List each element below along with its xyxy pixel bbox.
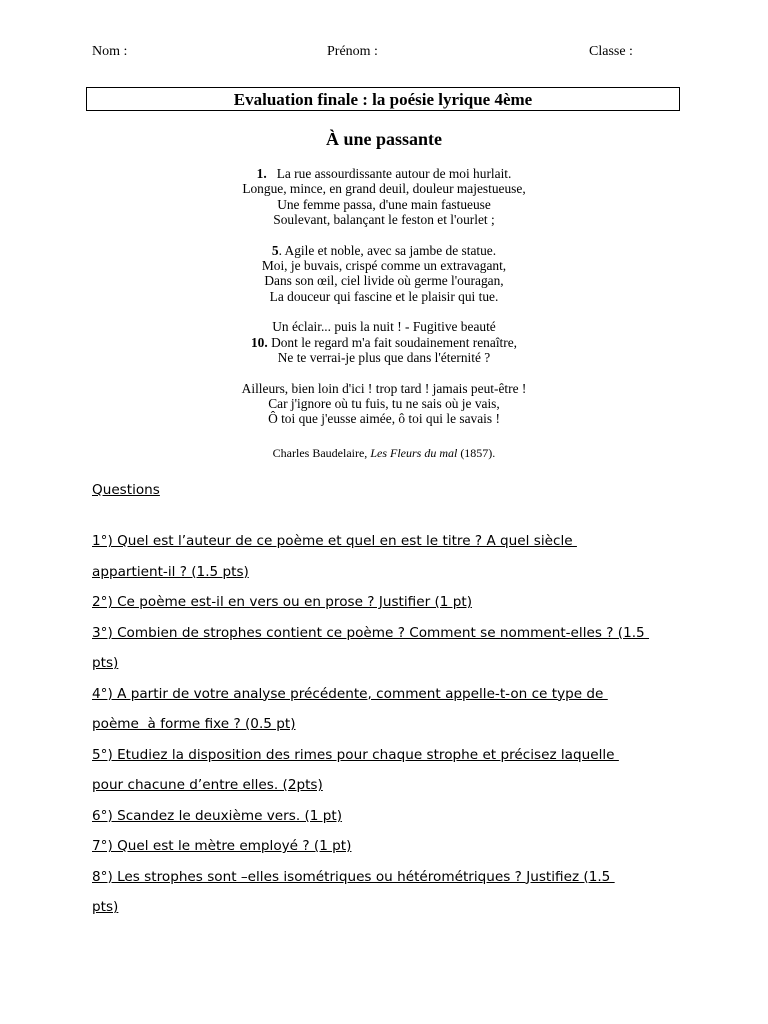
verse-text: Ailleurs, bien loin d'ici ! trop tard ! jamais peut-être !	[241, 380, 527, 396]
poem-verse	[0, 166, 768, 181]
question-line: 2°) Ce poème est-il en vers ou en prose ? Justifier (1 pt)	[92, 594, 473, 610]
poem-stanza	[0, 243, 768, 304]
question-line: poème à forme fixe ? (0.5 pt)	[92, 716, 296, 732]
poem-verse	[0, 273, 768, 288]
poem-verse	[0, 289, 768, 304]
question-line: 7°) Quel est le mètre employé ? (1 pt)	[92, 838, 352, 854]
poem-verse	[0, 319, 768, 334]
question-line: 6°) Scandez le deuxième vers. (1 pt)	[92, 807, 343, 824]
poem-body	[0, 166, 768, 442]
verse-text: Ne te verrai-je plus que dans l'éternité ?	[277, 349, 491, 365]
poem-verse	[0, 396, 768, 411]
credit-author: Charles Baudelaire,	[272, 446, 371, 460]
poem-verse	[0, 335, 768, 350]
verse-number: 1.	[256, 166, 267, 181]
poem-verse	[0, 243, 768, 258]
poem-verse	[0, 381, 768, 396]
verse-number: 5	[271, 242, 279, 258]
poem-stanza	[0, 166, 768, 227]
verse-text: Un éclair... puis la nuit ! - Fugitive beauté	[272, 319, 496, 335]
question-line: pts)	[92, 899, 119, 915]
credit-year: (1857).	[457, 446, 496, 460]
verse-text: La rue assourdissante autour de moi hurlait.	[266, 166, 512, 181]
question-line: pts)	[92, 655, 119, 671]
verse-text: Ô toi que j'eusse aimée, ô toi qui le savais !	[268, 411, 500, 427]
poem-verse	[0, 350, 768, 365]
question-line: 3°) Combien de strophes contient ce poème ? Comment se nomment-elles ? (1.5	[92, 624, 650, 641]
poem-title: À une passante	[325, 129, 443, 149]
question-line: 8°) Les strophes sont –elles isométriques ou hétérométriques ? Justifiez (1.5	[92, 868, 615, 885]
poem-verse	[0, 258, 768, 273]
verse-text: Longue, mince, en grand deuil, douleur majestueuse,	[242, 181, 526, 197]
verse-text: Dans son œil, ciel livide où germe l'ouragan,	[264, 273, 504, 289]
verse-text: . Agile et noble, avec sa jambe de statue.	[278, 242, 497, 258]
prenom-field-label: Prénom :	[327, 44, 378, 59]
poem-verse	[0, 181, 768, 196]
verse-text: La douceur qui fascine et le plaisir qui tue.	[269, 288, 499, 304]
verse-text: Car j'ignore où tu fuis, tu ne sais où je vais,	[268, 396, 500, 412]
page-title: Evaluation finale : la poésie lyrique 4ème	[86, 87, 680, 111]
poem-verse	[0, 411, 768, 426]
poem-verse	[0, 197, 768, 212]
question-line: pour chacune d’entre elles. (2pts)	[92, 777, 323, 793]
question-line: 1°) Quel est l’auteur de ce poème et quel en est le titre ? A quel siècle	[92, 533, 577, 549]
question-line: 5°) Etudiez la disposition des rimes pour chaque strophe et précisez laquelle	[92, 746, 619, 763]
verse-text: Une femme passa, d'une main fastueuse	[277, 196, 491, 212]
verse-text: Soulevant, balançant le feston et l'ourlet ;	[273, 211, 495, 227]
verse-text: Moi, je buvais, crispé comme un extravagant,	[261, 257, 507, 273]
poem-credit	[0, 446, 768, 461]
verse-number: 10.	[250, 334, 268, 350]
credit-book-title: Les Fleurs du mal	[370, 446, 458, 460]
nom-field-label: Nom :	[92, 44, 128, 59]
question-line: 4°) A partir de votre analyse précédente, comment appelle-t-on ce type de	[92, 685, 608, 702]
poem-stanza	[0, 381, 768, 427]
poem-verse	[0, 212, 768, 227]
classe-field-label: Classe :	[589, 44, 633, 59]
verse-text: Dont le regard m'a fait soudainement renaître,	[267, 334, 518, 350]
questions-heading: Questions	[92, 482, 160, 498]
question-line: appartient-il ? (1.5 pts)	[92, 563, 249, 580]
poem-stanza	[0, 319, 768, 365]
